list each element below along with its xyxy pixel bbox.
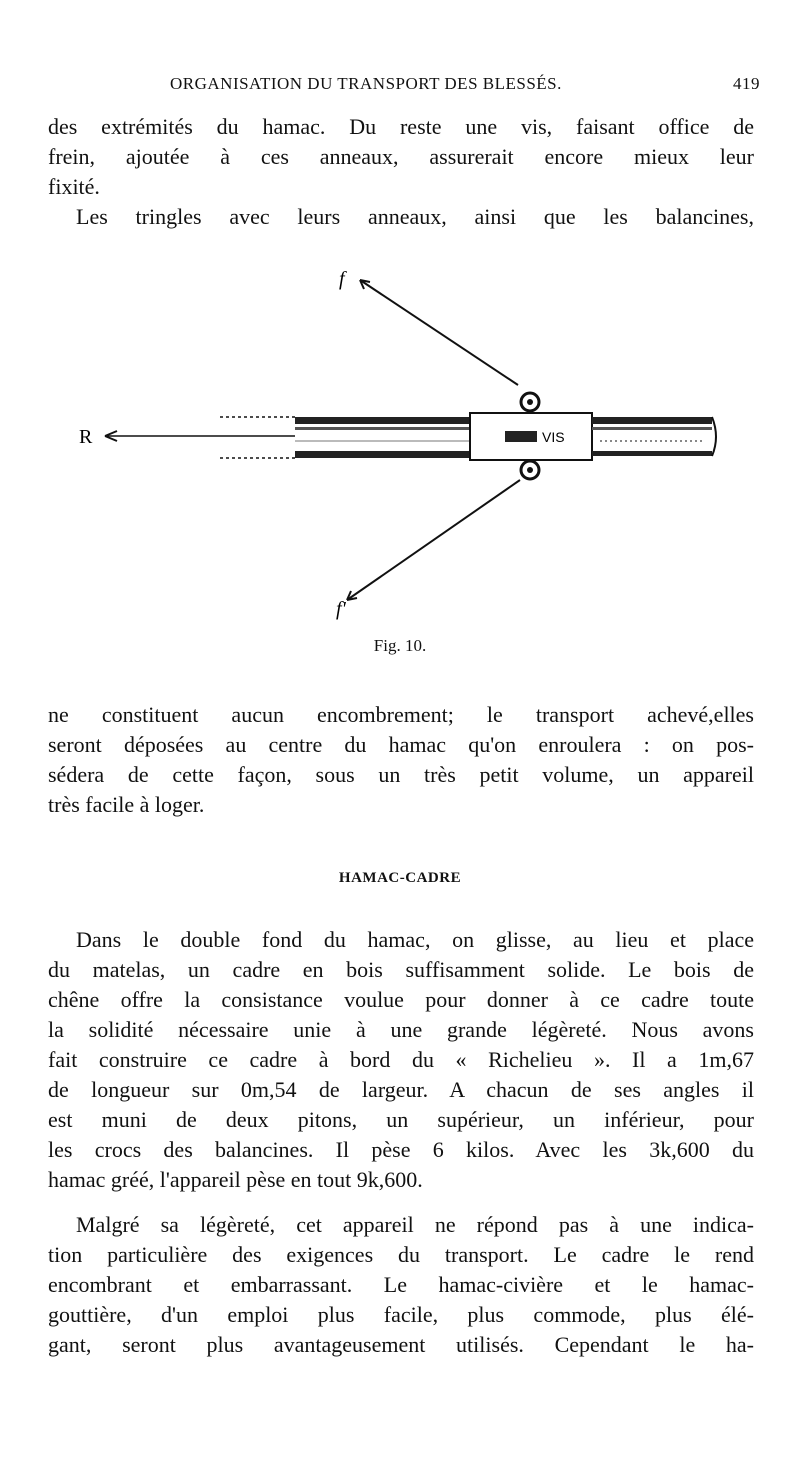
- lower-cord: [347, 480, 520, 600]
- rod-end: [712, 417, 716, 456]
- text-line: des extrémités du hamac. Du reste une vis, faisant office de: [48, 114, 754, 139]
- text-line: gouttière, d'un emploi plus facile, plus commode, plus élé-: [48, 1302, 754, 1327]
- text-line: fixité.: [48, 174, 100, 199]
- upper-cord: [360, 280, 518, 385]
- running-title: ORGANISATION DU TRANSPORT DES BLESSÉS.: [170, 74, 562, 93]
- text-line: hamac gréé, l'appareil pèse en tout 9k,600.: [48, 1167, 423, 1192]
- text-line: très facile à loger.: [48, 792, 205, 817]
- text-line: les crocs des balancines. Il pèse 6 kilos. Avec les 3k,600 du: [48, 1137, 754, 1162]
- text-line: Les tringles avec leurs anneaux, ainsi que les balancines,: [76, 204, 754, 229]
- text-line: frein, ajoutée à ces anneaux, assurerait encore mieux leur: [48, 144, 754, 169]
- text-line: fait construire ce cadre à bord du « Richelieu ». Il a 1m,67: [48, 1047, 754, 1072]
- screw-body: [505, 431, 537, 442]
- paragraph-3: [48, 700, 754, 820]
- text-line: Malgré sa légèreté, cet appareil ne répond pas à une indica-: [76, 1212, 754, 1237]
- text-line: gant, seront plus avantageusement utilisés. Cependant le ha-: [48, 1332, 754, 1357]
- text-line: encombrant et embarrassant. Le hamac-civière et le hamac-: [48, 1272, 754, 1297]
- text-line: seront déposées au centre du hamac qu'on enroulera : on pos-: [48, 732, 754, 757]
- text-line: ne constituent aucun encombrement; le transport achevé,elles: [48, 702, 754, 727]
- label-vis: VIS: [542, 429, 565, 445]
- figure-caption: Fig. 10.: [373, 636, 427, 655]
- text-line: sédera de cette façon, sous un très petit volume, un appareil: [48, 762, 754, 787]
- label-r: R: [79, 426, 93, 448]
- rod-bottom: [295, 451, 470, 458]
- paragraph-5: [48, 1210, 754, 1360]
- page-number: 419: [733, 74, 760, 93]
- paragraph-1: [48, 112, 754, 202]
- text-line: la solidité nécessaire unie à une grande légèreté. Nous avons: [48, 1017, 754, 1042]
- text-line: chêne offre la consistance voulue pour donner à ce cadre toute: [48, 987, 754, 1012]
- text-line: Dans le double fond du hamac, on glisse, au lieu et place: [76, 927, 754, 952]
- text-line: est muni de deux pitons, un supérieur, un inférieur, pour: [48, 1107, 754, 1132]
- rod-top: [295, 417, 470, 424]
- label-f-top: f: [339, 268, 345, 290]
- text-line: tion particulière des exigences du transport. Le cadre le rend: [48, 1242, 754, 1267]
- figure-10: [60, 255, 740, 675]
- text-line: de longueur sur 0m,54 de largeur. A chacun de ses angles il: [48, 1077, 754, 1102]
- paragraph-2: [48, 202, 754, 232]
- running-header: [170, 74, 760, 100]
- figure-drawing: [60, 255, 740, 675]
- paragraph-4: [48, 925, 754, 1195]
- section-heading: HAMAC-CADRE: [338, 870, 462, 886]
- text-line: du matelas, un cadre en bois suffisamment solide. Le bois de: [48, 957, 754, 982]
- label-f-bottom: f': [336, 598, 346, 620]
